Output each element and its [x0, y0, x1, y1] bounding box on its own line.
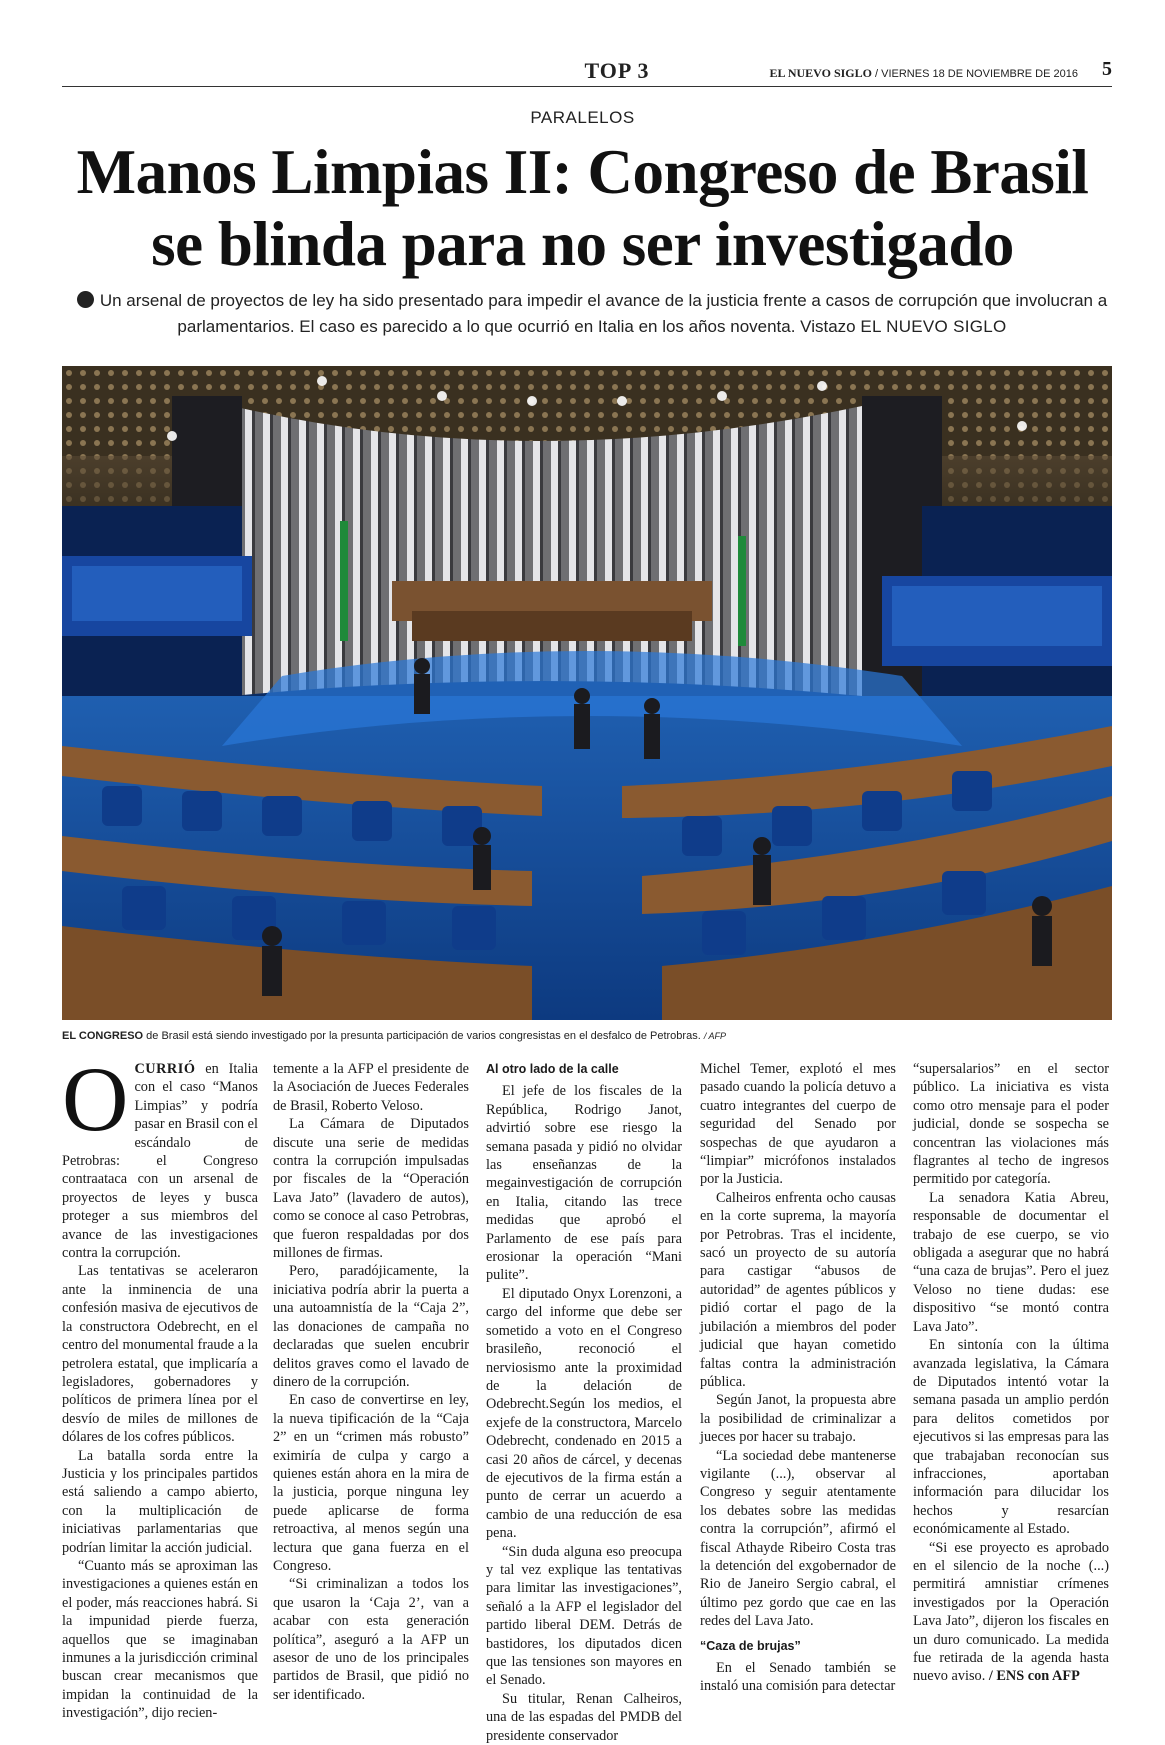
caption-text: de Brasil está siendo investigado por la presunta participación de varios congresistas en el desfalco de Petrobras.	[143, 1030, 704, 1042]
article-paragraph: “supersalarios” en el sector público. La iniciativa es vista como otro mensaje para el poder judicial, donde se sospecha se concentran las violaciones más flagrantes al techo de ingresos permitido por categoría.	[913, 1061, 1109, 1188]
paper-info	[770, 66, 1079, 81]
article-paragraph	[913, 1539, 1109, 1686]
article-paragraph: Pero, paradójicamente, la iniciativa podría abrir la puerta a una autoamnistía de la “Caja 2”, las donaciones de campaña no declaradas que suelen encubrir delitos graves como el lavado de dinero de la corrupción.	[273, 1263, 469, 1390]
article-column-4	[700, 1060, 896, 1696]
article-paragraph: En el Senado también se instaló una comisión para detectar	[700, 1660, 896, 1695]
article-text: “Si ese proyecto es aprobado en el silencio de la noche (...) permitirá amnistiar crímenes investigados por la Operación Lava Jato”, dijeron los fiscales en un duro comunicado. La medida fue retirada de la agenda hasta nuevo aviso.	[913, 1539, 1109, 1685]
subheading: “Caza de brujas”	[700, 1638, 801, 1653]
paper-name: EL NUEVO SIGLO	[769, 66, 872, 80]
issue-date: / VIERNES 18 DE NOVIEMBRE DE 2016	[871, 68, 1078, 80]
article-paragraph: “Cuanto más se aproximan las investigaciones a quienes están en el poder, más reacciones habrá. Si la impunidad pierde fuerza, aquellos que se imaginaban inmunes a la jurisdicción criminal buscan crear mecanismos que impidan la continuidad de la investigación”, dijo recien-	[62, 1557, 258, 1722]
caption-lead: EL CONGRESO	[62, 1030, 144, 1042]
page-header	[62, 56, 1112, 87]
page-number: 5	[1102, 58, 1112, 80]
bullet-icon	[77, 291, 94, 308]
article-paragraph: Según Janot, la propuesta abre la posibilidad de criminalizar a jueces por hacer su trabajo.	[700, 1392, 896, 1446]
article-paragraph: Calheiros enfrenta ocho causas en la corte suprema, la mayoría por Petrobras. Tras el incidente, sacó un proyecto de su autoría para castigar “abusos de autoridad” de agentes públicos y pidió cortar el pago de la jubilación a miembros del poder judicial que hayan cometido faltas contra la administración pública.	[700, 1189, 896, 1390]
article-paragraph: “Sin duda alguna eso preocupa y tal vez explique las tentativas para limitar las investigaciones”, señaló a la AFP el legislador del partido liberal DEM. Detrás de bastidores, los diputados dicen que las tensiones son mayores en el Senado.	[486, 1543, 682, 1689]
deck	[72, 288, 1112, 340]
article-paragraph: Michel Temer, explotó el mes pasado cuando la policía detuvo a cuatro integrantes del cuerpo de seguridad del Senado por sospechas de que ayudaron a “limpiar” micrófonos instalados por la Justicia.	[700, 1061, 896, 1188]
main-photo	[62, 366, 1112, 1020]
article-column-3	[486, 1060, 682, 1745]
article-paragraph: La Cámara de Diputados discute una serie de medidas contra la corrupción impulsadas por fiscales de la “Operación Lava Jato” (lavadero de autos), como se conoce al caso Petrobras, que fueron respaldadas por dos millones de firmas.	[273, 1116, 469, 1262]
article-paragraph: El diputado Onyx Lorenzoni, a cargo del informe que debe ser sometido a voto en el Congreso brasileño, reconoció el nerviosismo ante la proximidad de la delación de Odebrecht.Según los medios, el exjefe de la constructora, Marcelo Odebrecht, condenado en 2015 a casi 20 años de cárcel, y decenas de ejecutivos de la firma están a punto de cerrar un acuerdo a cambio de una reducción de esa pena.	[486, 1285, 682, 1542]
article-paragraph: Las tentativas se aceleraron ante la inminencia de una confesión masiva de ejecutivos de la constructora Odebrecht, en el centro del monumental fraude a la petrolera estatal, que implicaría a legisladores, gobernadores y políticos de primera línea por el desvío de miles de millones de dólares de los cofres públicos.	[62, 1263, 258, 1446]
article-paragraph: La batalla sorda entre la Justicia y los principales partidos está saliendo a campo abierto, con la multiplicación de iniciativas parlamentarias que podrían limitar la acción judicial.	[62, 1447, 258, 1556]
article-paragraph: temente a la AFP el presidente de la Asociación de Jueces Federales de Brasil, Roberto Veloso.	[273, 1061, 469, 1114]
section-tag: TOP 3	[584, 58, 650, 83]
deck-credit: EL NUEVO SIGLO	[860, 317, 1007, 336]
headline-line-2: se blinda para no ser investigado	[151, 209, 1014, 279]
article-paragraph: En caso de convertirse en ley, la nueva tipificación de la “Caja 2” en un “crimen más robusto” eximiría de culpa y cargo a quienes están ahora en la mira de la justicia, porque ninguna ley puede aplicarse de forma retroactiva, al menos según una lectura que gana fuerza en el Congreso.	[273, 1392, 469, 1574]
senate-chamber-illustration	[62, 366, 1112, 1020]
article-column-1	[62, 1048, 258, 1723]
article-column-2	[273, 1060, 469, 1704]
article-text: en Italia con el caso “Manos Limpias” y podría pasar en Brasil con el escándalo de Petrobras: el Congreso contraataca con un arsenal de proyectos de leyes y busca proteger a sus miembros del avance de las investigaciones contra la corrupción.	[62, 1061, 258, 1262]
kicker: PARALELOS	[530, 108, 635, 127]
headline-line-1: Manos Limpias II: Congreso de Brasil	[76, 137, 1089, 207]
headline	[40, 136, 1125, 280]
subheading: Al otro lado de la calle	[486, 1062, 619, 1076]
article-paragraph: En sintonía con la última avanzada legislativa, la Cámara de Diputados intentó votar la semana pasada un amplio perdón para delitos cometidos por ejecutivos si las empresas para las que trabajaban reconocían sus infracciones, aportaban información para dilucidar los hechos y resarcían económicamente al Estado.	[913, 1337, 1109, 1538]
article-paragraph: “La sociedad debe mantenerse vigilante (...), observar al Congreso y seguir atentamente los debates sobre las medidas contra la corrupción”, afirmó el fiscal Athayde Ribeiro Costa tras la detención del exgobernador de Rio de Janeiro Sergio cabral, el último pez gordo que cae en las redes del Lava Jato.	[700, 1447, 896, 1630]
article-paragraph: El jefe de los fiscales de la República, Rodrigo Janot, advirtió sobre ese riesgo la semana pasada y pidió no olvidar las enseñanzas de la megainvestigación de corrupción en Italia, citando las trece medidas que aprobó el Parlamento de ese país para erosionar la operación “Mani pulite”.	[486, 1083, 682, 1284]
article-paragraph: La senadora Katia Abreu, responsable de documentar el trabajo de ese cuerpo, se vio obligada a asegurar que no habrá “una caza de brujas”. Pero el juez Veloso no tiene dudas: ese dispositivo “se montó contra Lava Jato”.	[913, 1189, 1109, 1335]
deck-text: Un arsenal de proyectos de ley ha sido presentado para impedir el avance de la justicia frente a casos de corrupción que involucran a parlamentarios. El caso es parecido a lo que ocurrió en Italia en los años noventa. Vistazo	[99, 291, 1108, 336]
photo-caption	[62, 1030, 1112, 1042]
article-paragraph: “Si criminalizan a todos los que usaron la ‘Caja 2’, van a acabar con esta generación política”, aseguró a la AFP un asesor de uno de los principales partidos de Brasil, que pidió no ser identificado.	[273, 1576, 469, 1703]
article-column-5	[913, 1060, 1109, 1686]
lead-caps: CURRIÓ	[134, 1061, 196, 1077]
article-paragraph	[62, 1048, 258, 1262]
article-signature: / ENS con AFP	[988, 1668, 1080, 1685]
dropcap: O	[62, 1048, 129, 1150]
caption-source: / AFP	[703, 1031, 726, 1041]
article-paragraph: Su titular, Renan Calheiros, una de las espadas del PMDB del presidente conservador	[486, 1690, 682, 1744]
